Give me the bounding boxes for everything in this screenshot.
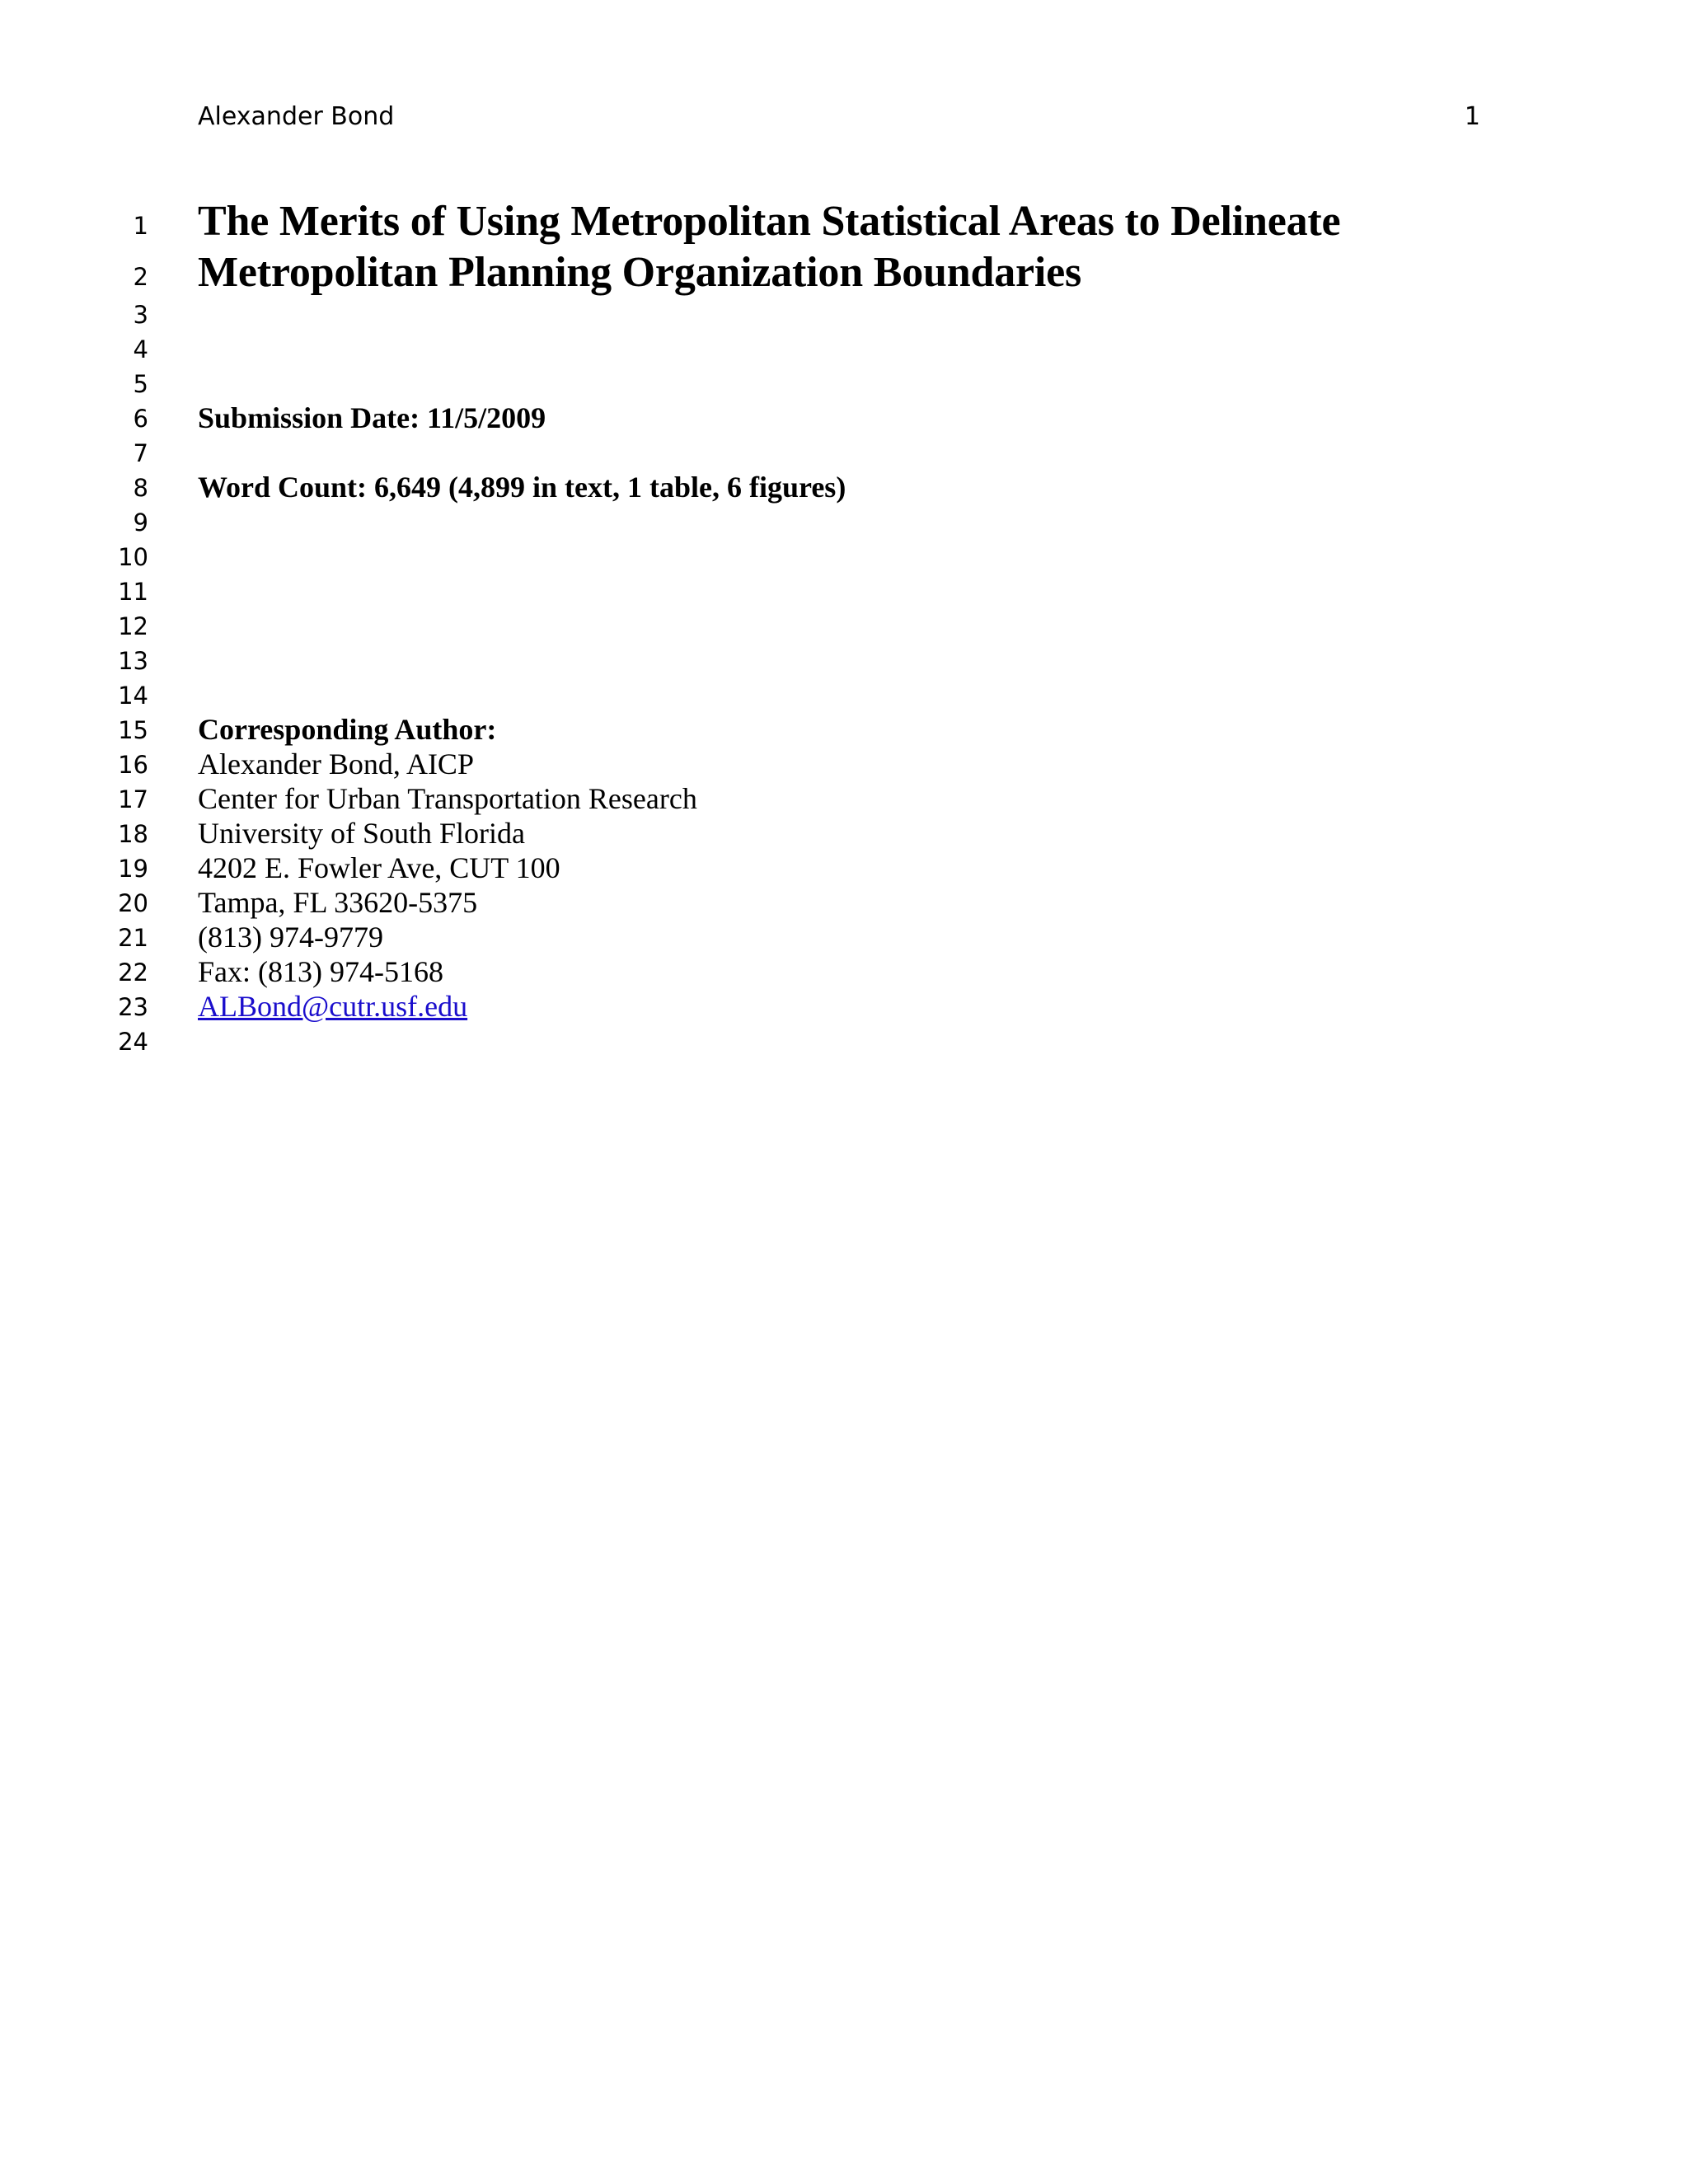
line-number: 17 [118,785,148,813]
paper-title-line-2: Metropolitan Planning Organization Boundaries [198,249,1082,296]
paper-title-line-1: The Merits of Using Metropolitan Statistical Areas to Delineate [198,198,1341,245]
running-header-author: Alexander Bond [198,102,395,131]
line-number: 6 [133,405,148,433]
page-number: 1 [1464,102,1480,131]
line-number: 7 [133,439,148,467]
author-city: Tampa, FL 33620-5375 [198,886,478,919]
author-fax: Fax: (813) 974-5168 [198,955,443,988]
author-name: Alexander Bond, AICP [198,748,474,780]
line-number: 2 [133,263,148,291]
author-email-line [198,989,467,1024]
line-number: 1 [133,212,148,240]
line-number: 11 [118,578,148,606]
line-number: 4 [133,335,148,363]
line-number: 3 [133,301,148,329]
line-number: 24 [118,1028,148,1056]
author-organization: Center for Urban Transportation Research [198,782,697,815]
corresponding-author-heading: Corresponding Author: [198,713,497,746]
line-number: 22 [118,958,148,987]
line-number: 19 [118,855,148,883]
author-address: 4202 E. Fowler Ave, CUT 100 [198,851,560,884]
line-number: 16 [118,751,148,779]
submission-date: Submission Date: 11/5/2009 [198,401,546,434]
line-number: 23 [118,993,148,1021]
line-number: 12 [118,612,148,640]
word-count: Word Count: 6,649 (4,899 in text, 1 table, 6 figures) [198,471,846,504]
line-number: 18 [118,820,148,848]
line-number: 14 [118,682,148,710]
author-email-link[interactable]: ALBond@cutr.usf.edu [198,990,468,1023]
line-number: 5 [133,370,148,398]
line-number: 9 [133,509,148,537]
line-number: 13 [118,647,148,675]
line-number: 21 [118,924,148,952]
author-phone: (813) 974-9779 [198,921,383,954]
line-number: 20 [118,889,148,917]
line-number: 10 [118,543,148,571]
line-number: 8 [133,474,148,502]
author-university: University of South Florida [198,817,525,850]
line-number: 15 [118,716,148,744]
